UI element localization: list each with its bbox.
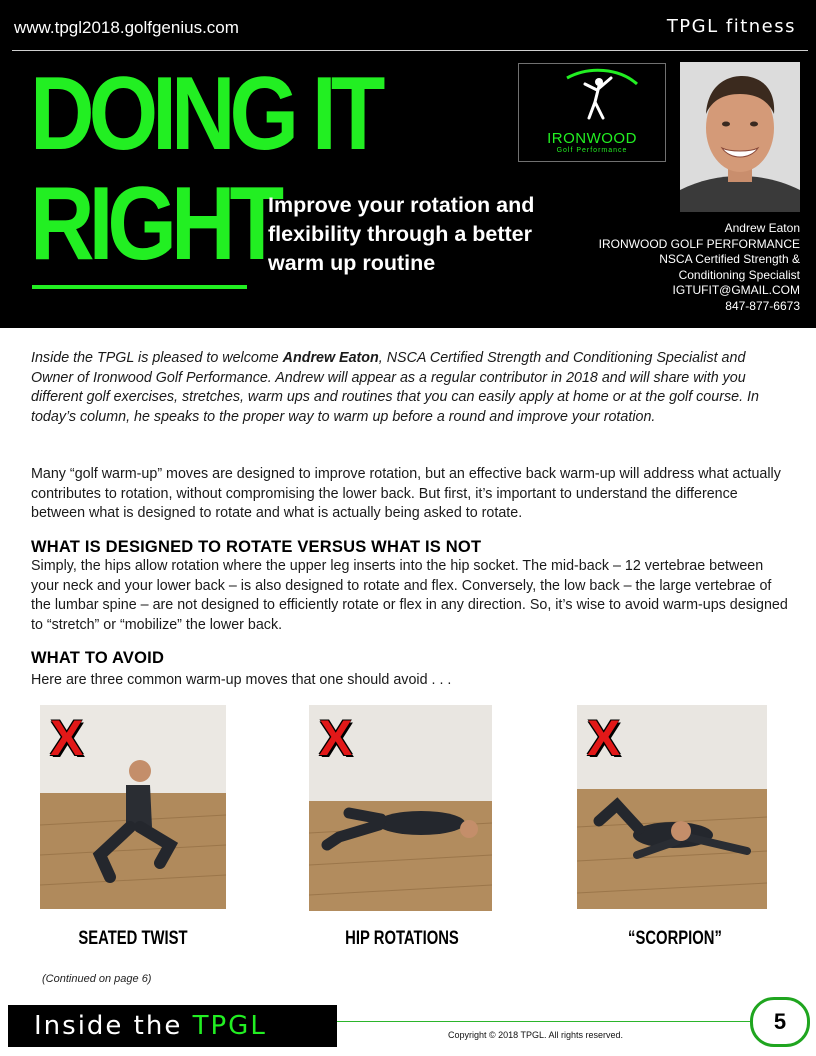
footer-brand (34, 1011, 267, 1041)
author-name: Andrew Eaton (724, 221, 800, 235)
intro-rest: , NSCA Certified Strength and Conditioning Specialist and Owner of Ironwood Golf Performance. Andrew will appear as a regular contributor in 2018 and will share with you different golf exercises, stretches, warm ups and routines that you can easily apply at home or at the golf course. In today’s column, he speaks to the proper way to warm up before a round and improve your rotation. (31, 350, 759, 425)
headline-underline (32, 285, 247, 289)
section-heading-rotate: WHAT IS DESIGNED TO ROTATE VERSUS WHAT IS NOT (31, 538, 482, 556)
exercise-photo-hip-rotations (309, 705, 492, 911)
avoid-x-mark: X (50, 710, 84, 766)
paragraph-avoid: Here are three common warm-up moves that one should avoid . . . (31, 672, 452, 688)
footer-brand-white: Inside the (34, 1011, 193, 1041)
paragraph-warm-up: Many “golf warm-up” moves are designed to improve rotation, but an effective back warm-up will address what actually contributes to rotation, without compromising the lower back. But first, it’s important to understand the difference between what is designed to rotate and what is actually being asked to rotate. (31, 466, 781, 521)
headline-line-2: RIGHT (30, 166, 279, 282)
author-email[interactable]: IGTUFIT@GMAIL.COM (672, 283, 800, 298)
header-divider (12, 50, 808, 51)
paragraph-rotate: Simply, the hips allow rotation where the upper leg inserts into the hip socket. The mid-back – 12 vertebrae between your neck and your lower back – is also designed to rotate and flex. Conversely, the low back – the large vertebrae of the lumbar spine – are not designed to efficiently rotate or flex in any direction. So, it’s wise to avoid warm-ups designed to “stretch” or “mobilize” the lower back. (31, 558, 788, 633)
logo-wordmark: IRONWOOD (547, 130, 637, 147)
caption-hip-rotations: HIP ROTATIONS (345, 928, 459, 949)
page-number: 5 (750, 997, 810, 1047)
footer-divider (337, 1021, 752, 1022)
footer-brand-green: TPGL (192, 1011, 267, 1041)
logo-tagline: Golf Performance (556, 147, 628, 154)
author-portrait (680, 62, 800, 212)
caption-scorpion: “SCORPION” (628, 928, 722, 949)
avoid-x-mark: X (319, 710, 353, 766)
intro-author-name: Andrew Eaton (282, 350, 379, 366)
copyright-notice: Copyright © 2018 TPGL. All rights reserved. (448, 1030, 624, 1040)
author-byline (599, 221, 800, 315)
author-phone: 847-877-6673 (725, 298, 800, 313)
footer-brand-box (8, 1005, 337, 1047)
author-photo (680, 62, 800, 212)
continued-note[interactable]: (Continued on page 6) (42, 973, 152, 985)
golfer-swing-icon (519, 64, 665, 130)
site-url: www.tpgl2018.golfgenius.com (14, 18, 239, 37)
author-company: IRONWOOD GOLF PERFORMANCE (598, 236, 800, 251)
headline-line-1: DOING IT (30, 56, 380, 172)
intro-paragraph (31, 349, 789, 427)
subheadline: Improve your rotation and flexibility through a better warm up routine (268, 193, 535, 275)
author-credential-cont: Conditioning Specialist (678, 267, 800, 282)
intro-lead: Inside the TPGL is pleased to welcome (31, 350, 283, 366)
section-heading-avoid: WHAT TO AVOID (31, 649, 165, 667)
brand-title: TPGL fitness (666, 16, 796, 37)
author-credential: NSCA Certified Strength & (659, 252, 800, 267)
avoid-x-mark: X (587, 710, 621, 766)
exercise-photo-scorpion (577, 705, 767, 909)
caption-seated-twist: SEATED TWIST (78, 928, 188, 949)
exercise-photo-seated-twist (40, 705, 226, 909)
ironwood-logo (518, 63, 666, 162)
